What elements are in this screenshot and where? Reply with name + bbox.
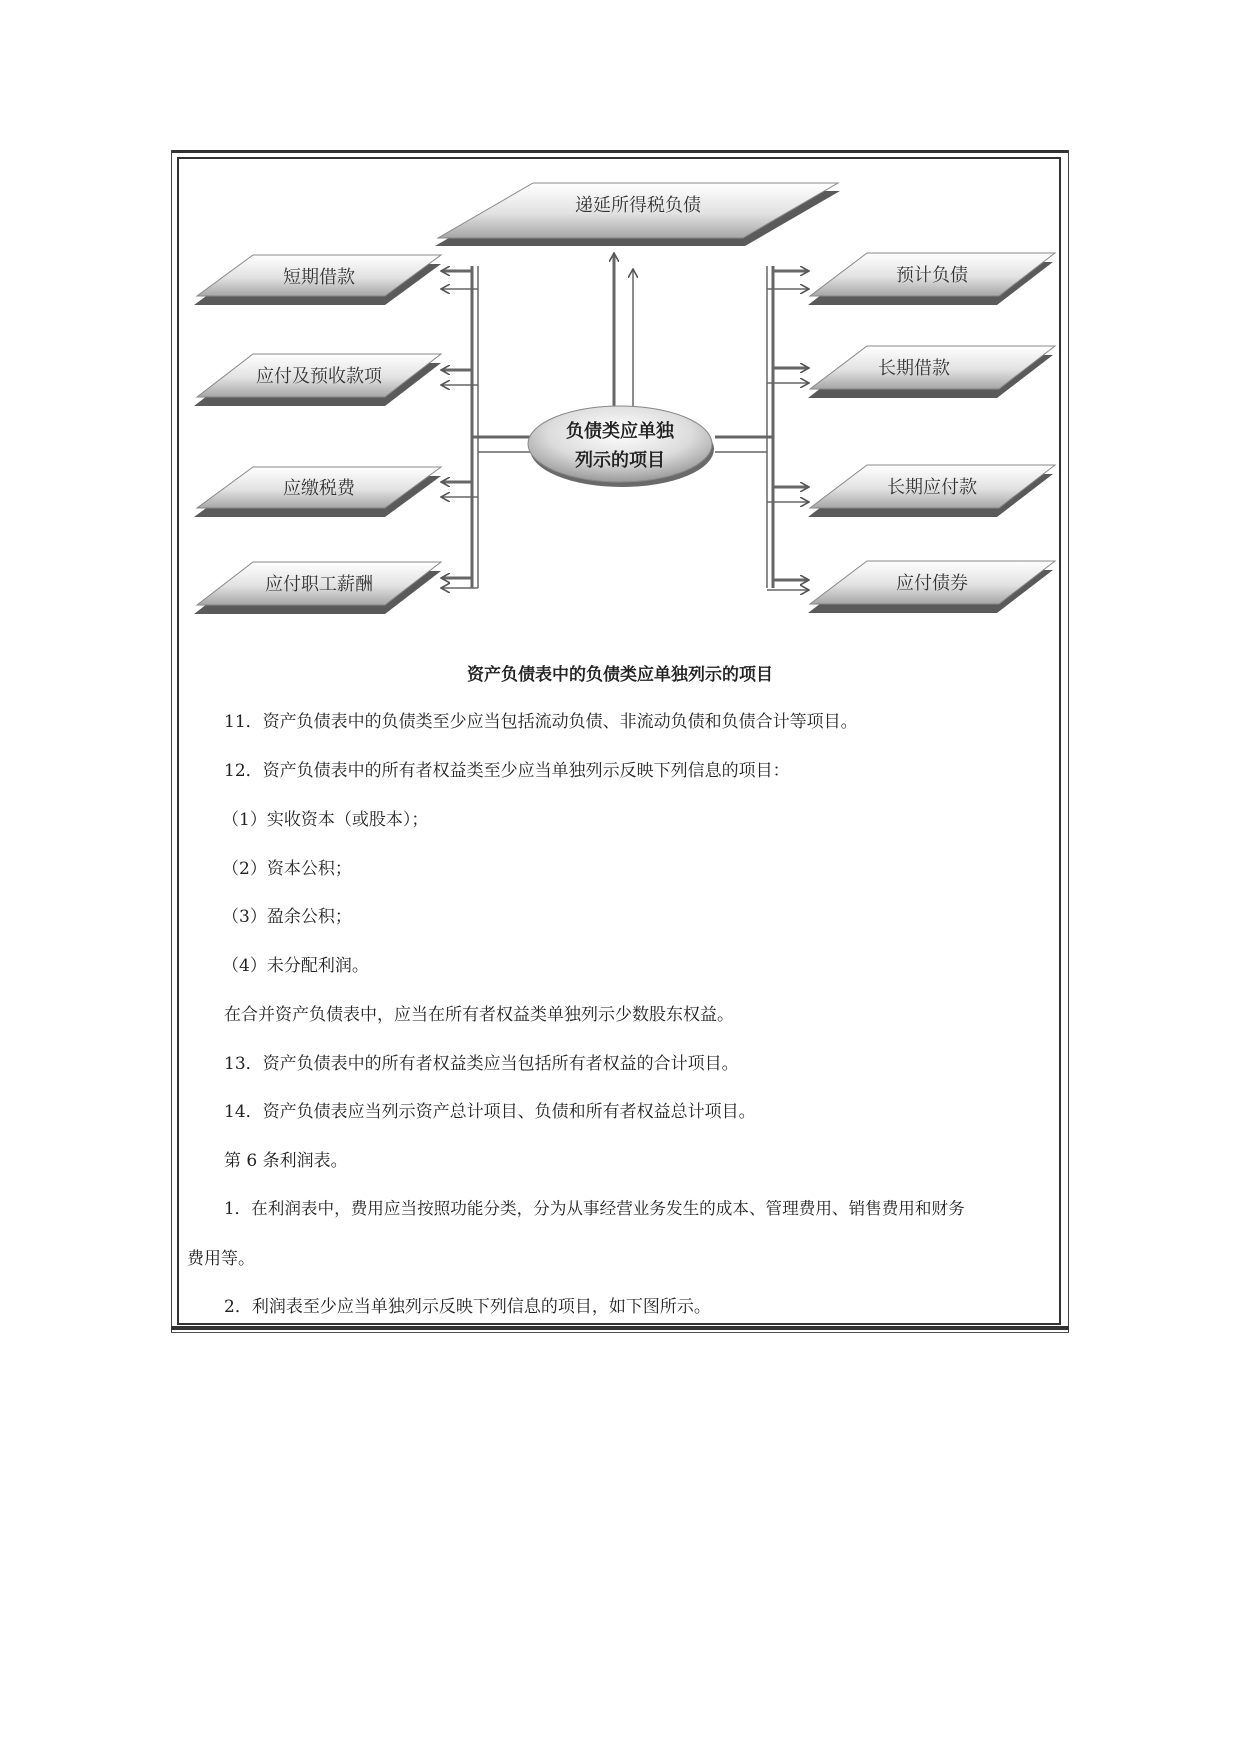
right-connectors [715,266,808,590]
list-item-1: （1）实收资本（或股本）； [222,810,429,830]
left-connectors [442,266,530,588]
diagram-svg [0,0,1241,660]
paragraph-merge: 在合并资产负债表中，应当在所有者权益类单独列示少数股东权益。 [224,1005,734,1025]
left-item-label-3: 应付职工薪酬 [265,574,373,595]
center-ellipse [528,406,714,487]
article-6-heading: 第 6 条利润表。 [224,1151,348,1171]
list-item-3: （3）盈余公积； [222,907,352,927]
paragraph-12: 12．资产负债表中的所有者权益类至少应当单独列示反映下列信息的项目： [224,761,790,781]
right-item-label-3: 应付债券 [896,573,968,594]
frame-bottom-rule [171,1326,1069,1330]
left-item-label-2: 应缴税费 [283,478,355,499]
paragraph-11: 11．资产负债表中的负债类至少应当包括流动负债、非流动负债和负债合计等项目。 [224,712,858,732]
right-item-label-1: 长期借款 [878,358,950,379]
center-label-line1: 负债类应单独 [566,421,674,442]
paragraph-r1-line1: 1．在利润表中，费用应当按照功能分类，分为从事经营业务发生的成本、管理费用、销售费用和财务 [224,1199,965,1218]
list-item-2: （2）资本公积； [222,859,352,879]
liability-items-diagram [0,0,1241,660]
up-connectors [614,254,633,412]
left-item-label-1: 应付及预收款项 [256,366,382,387]
diagram-caption: 资产负债表中的负债类应单独列示的项目 [467,665,773,685]
paragraph-13: 13．资产负债表中的所有者权益类应当包括所有者权益的合计项目。 [224,1054,739,1074]
frame-bottom-thin-rule [171,1332,1069,1333]
right-item-boxes [808,253,1055,613]
paragraph-14: 14．资产负债表应当列示资产总计项目、负债和所有者权益总计项目。 [224,1102,756,1122]
right-item-label-2: 长期应付款 [887,477,977,498]
right-item-label-0: 预计负债 [896,265,968,286]
center-label-line2: 列示的项目 [575,450,665,471]
list-item-4: （4）未分配利润。 [222,956,369,976]
left-item-boxes [194,255,441,614]
top-item-label: 递延所得税负债 [575,195,701,216]
left-item-label-0: 短期借款 [283,267,355,288]
paragraph-r2: 2．利润表至少应当单独列示反映下列信息的项目，如下图所示。 [224,1297,711,1317]
paragraph-r1-line2: 费用等。 [187,1249,255,1269]
